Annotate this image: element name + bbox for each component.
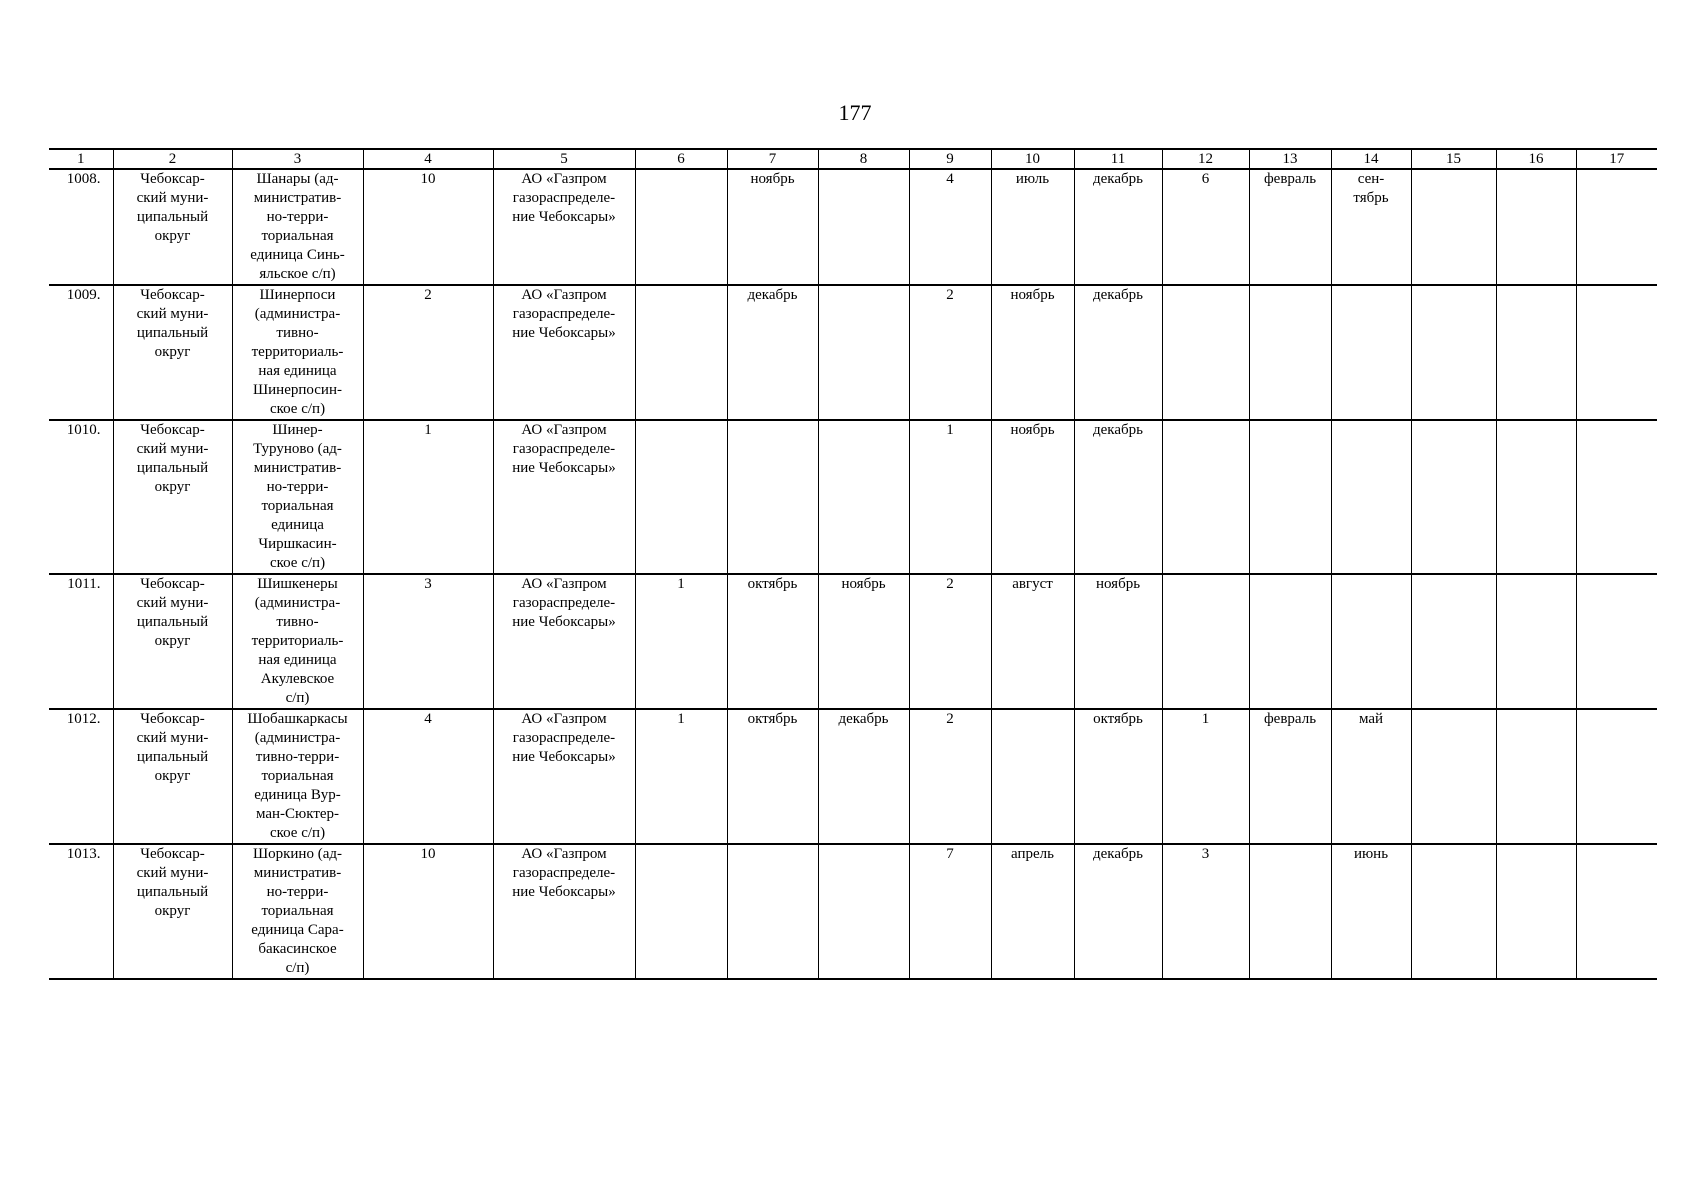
table-cell-col-12: 6 [1162, 169, 1249, 285]
row-number-cell: 1011. [49, 574, 113, 709]
table-cell-col-17 [1576, 709, 1657, 844]
table-cell-col-10: ноябрь [991, 420, 1074, 574]
table-cell-col-5: АО «Газпром газораспределе- ние Чебоксары» [493, 709, 635, 844]
table-row [49, 709, 1657, 844]
table-cell-col-2: Чебоксар- ский муни- ципальный округ [113, 285, 232, 420]
table-cell-col-14: май [1331, 709, 1411, 844]
table-cell-col-16 [1496, 574, 1576, 709]
table-cell-col-14: сен- тябрь [1331, 169, 1411, 285]
table-cell-col-12 [1162, 420, 1249, 574]
table-cell-col-15 [1411, 420, 1496, 574]
table-cell-col-15 [1411, 709, 1496, 844]
table-cell-col-16 [1496, 844, 1576, 979]
table-cell-col-9: 1 [909, 420, 991, 574]
column-header-9: 9 [909, 149, 991, 169]
table-cell-col-12: 1 [1162, 709, 1249, 844]
table-cell-col-11: декабрь [1074, 285, 1162, 420]
table-cell-col-8 [818, 844, 909, 979]
table-cell-col-15 [1411, 844, 1496, 979]
column-header-8: 8 [818, 149, 909, 169]
table-cell-col-4: 2 [363, 285, 493, 420]
row-number-cell: 1009. [49, 285, 113, 420]
table-cell-col-7 [727, 420, 818, 574]
table-cell-col-17 [1576, 169, 1657, 285]
table-cell-col-3: Шанары (ад- министратив- но-терри- ториальная единица Синь- яльское с/п) [232, 169, 363, 285]
table-cell-col-2: Чебоксар- ский муни- ципальный округ [113, 574, 232, 709]
table-cell-col-9: 2 [909, 709, 991, 844]
table-cell-col-16 [1496, 169, 1576, 285]
column-header-2: 2 [113, 149, 232, 169]
table-cell-col-15 [1411, 169, 1496, 285]
table-cell-col-7: октябрь [727, 574, 818, 709]
table-cell-col-13 [1249, 420, 1331, 574]
table-cell-col-3: Шоркино (ад- министратив- но-терри- ториальная единица Сара- бакасинское с/п) [232, 844, 363, 979]
table-cell-col-4: 10 [363, 169, 493, 285]
table-cell-col-14 [1331, 574, 1411, 709]
table-cell-col-6 [635, 420, 727, 574]
table-cell-col-6 [635, 844, 727, 979]
table-cell-col-16 [1496, 420, 1576, 574]
table-row [49, 169, 1657, 285]
table-cell-col-6: 1 [635, 709, 727, 844]
row-number-cell: 1010. [49, 420, 113, 574]
table-cell-col-2: Чебоксар- ский муни- ципальный округ [113, 844, 232, 979]
table-cell-col-2: Чебоксар- ский муни- ципальный округ [113, 709, 232, 844]
table-cell-col-4: 4 [363, 709, 493, 844]
table-cell-col-11: октябрь [1074, 709, 1162, 844]
column-header-11: 11 [1074, 149, 1162, 169]
table-cell-col-12 [1162, 574, 1249, 709]
table-cell-col-7: декабрь [727, 285, 818, 420]
page-number: 177 [838, 100, 872, 125]
table-cell-col-9: 7 [909, 844, 991, 979]
column-header-1: 1 [49, 149, 113, 169]
column-number-row [49, 149, 1657, 169]
table-cell-col-3: Шинерпоси (администра- тивно- территориаль- ная единица Шинерпосин- ское с/п) [232, 285, 363, 420]
table-cell-col-4: 1 [363, 420, 493, 574]
column-header-15: 15 [1411, 149, 1496, 169]
table-cell-col-11: декабрь [1074, 420, 1162, 574]
schedule-table [49, 148, 1657, 980]
table-cell-col-13: февраль [1249, 709, 1331, 844]
table-cell-col-5: АО «Газпром газораспределе- ние Чебоксары» [493, 844, 635, 979]
table-cell-col-16 [1496, 709, 1576, 844]
column-header-17: 17 [1576, 149, 1657, 169]
table-cell-col-3: Шишкенеры (администра- тивно- территориаль- ная единица Акулевское с/п) [232, 574, 363, 709]
table-cell-col-9: 2 [909, 574, 991, 709]
table-row [49, 420, 1657, 574]
table-cell-col-17 [1576, 285, 1657, 420]
table-cell-col-13 [1249, 285, 1331, 420]
table-cell-col-11: ноябрь [1074, 574, 1162, 709]
table-cell-col-7: ноябрь [727, 169, 818, 285]
table-cell-col-17 [1576, 420, 1657, 574]
column-header-4: 4 [363, 149, 493, 169]
table-cell-col-2: Чебоксар- ский муни- ципальный округ [113, 420, 232, 574]
table-cell-col-7 [727, 844, 818, 979]
table-cell-col-9: 4 [909, 169, 991, 285]
table-cell-col-7: октябрь [727, 709, 818, 844]
table-cell-col-3: Шинер- Туруново (ад- министратив- но-терри- ториальная единица Чиршкасин- ское с/п) [232, 420, 363, 574]
table-cell-col-11: декабрь [1074, 844, 1162, 979]
table-cell-col-17 [1576, 844, 1657, 979]
table-cell-col-10: август [991, 574, 1074, 709]
table-cell-col-5: АО «Газпром газораспределе- ние Чебоксары» [493, 169, 635, 285]
table-cell-col-4: 3 [363, 574, 493, 709]
table-cell-col-10 [991, 709, 1074, 844]
table-cell-col-17 [1576, 574, 1657, 709]
table-cell-col-3: Шобашкаркасы (администра- тивно-терри- ториальная единица Вур- ман-Сюктер- ское с/п) [232, 709, 363, 844]
table-row [49, 285, 1657, 420]
column-header-5: 5 [493, 149, 635, 169]
table-cell-col-12: 3 [1162, 844, 1249, 979]
table-cell-col-15 [1411, 285, 1496, 420]
table-row [49, 844, 1657, 979]
table-cell-col-15 [1411, 574, 1496, 709]
column-header-3: 3 [232, 149, 363, 169]
table-row [49, 574, 1657, 709]
table-cell-col-16 [1496, 285, 1576, 420]
table-cell-col-6: 1 [635, 574, 727, 709]
row-number-cell: 1012. [49, 709, 113, 844]
table-cell-col-5: АО «Газпром газораспределе- ние Чебоксары» [493, 420, 635, 574]
column-header-12: 12 [1162, 149, 1249, 169]
table-cell-col-4: 10 [363, 844, 493, 979]
table-cell-col-14: июнь [1331, 844, 1411, 979]
table-cell-col-8: декабрь [818, 709, 909, 844]
table-cell-col-10: июль [991, 169, 1074, 285]
table-cell-col-6 [635, 285, 727, 420]
table-cell-col-8 [818, 285, 909, 420]
table-cell-col-2: Чебоксар- ский муни- ципальный округ [113, 169, 232, 285]
column-header-6: 6 [635, 149, 727, 169]
column-header-7: 7 [727, 149, 818, 169]
column-header-14: 14 [1331, 149, 1411, 169]
table-cell-col-8: ноябрь [818, 574, 909, 709]
table-cell-col-10: апрель [991, 844, 1074, 979]
table-cell-col-12 [1162, 285, 1249, 420]
table-cell-col-8 [818, 169, 909, 285]
table-cell-col-9: 2 [909, 285, 991, 420]
column-header-13: 13 [1249, 149, 1331, 169]
table-cell-col-10: ноябрь [991, 285, 1074, 420]
table-cell-col-13 [1249, 574, 1331, 709]
table-cell-col-5: АО «Газпром газораспределе- ние Чебоксары» [493, 285, 635, 420]
row-number-cell: 1013. [49, 844, 113, 979]
row-number-cell: 1008. [49, 169, 113, 285]
column-header-10: 10 [991, 149, 1074, 169]
table-cell-col-14 [1331, 285, 1411, 420]
table-cell-col-11: декабрь [1074, 169, 1162, 285]
table-cell-col-14 [1331, 420, 1411, 574]
table-cell-col-6 [635, 169, 727, 285]
column-header-16: 16 [1496, 149, 1576, 169]
table-cell-col-13 [1249, 844, 1331, 979]
table-cell-col-5: АО «Газпром газораспределе- ние Чебоксары» [493, 574, 635, 709]
table-cell-col-8 [818, 420, 909, 574]
table-cell-col-13: февраль [1249, 169, 1331, 285]
